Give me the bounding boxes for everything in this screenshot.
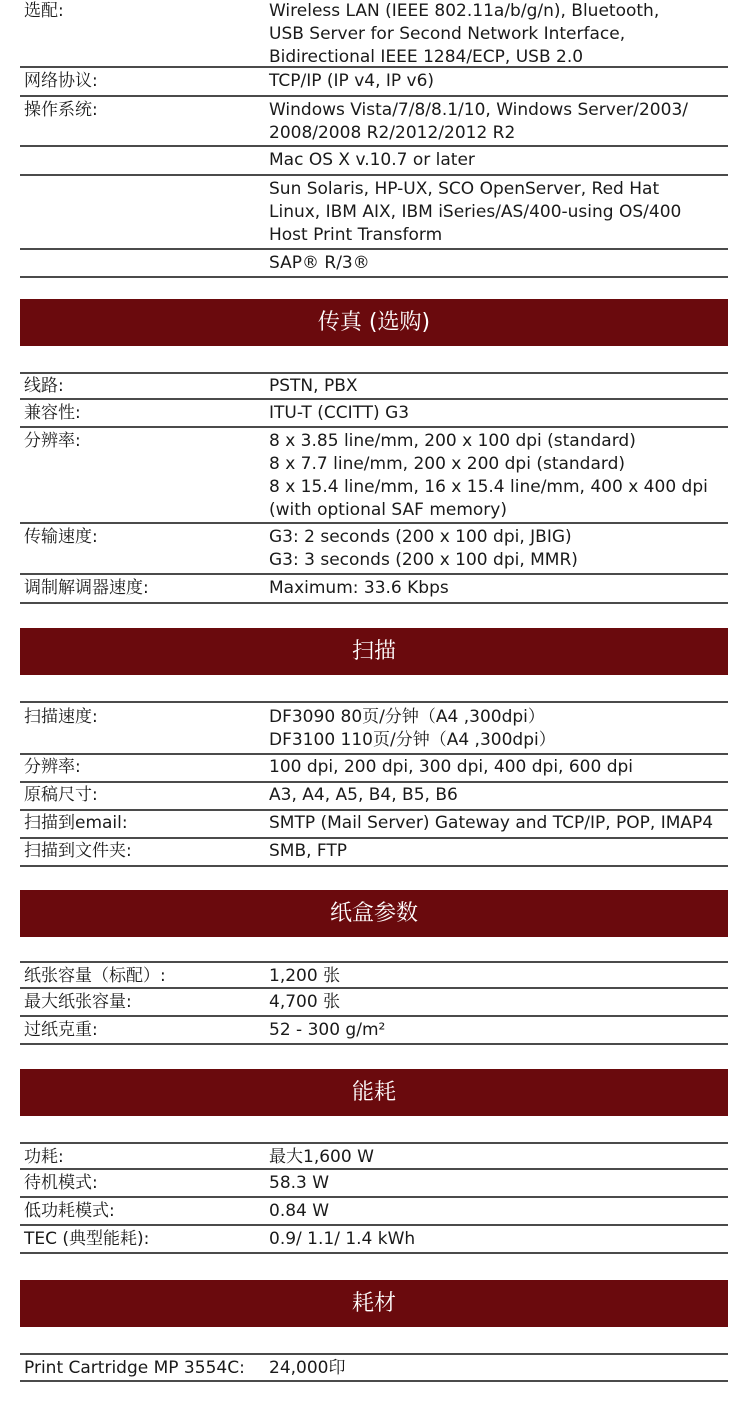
section-header-power: 能耗 xyxy=(20,1069,728,1116)
spec-label: 兼容性: xyxy=(24,403,81,423)
spec-value: 0.84 W xyxy=(269,1201,330,1221)
spec-value: Wireless LAN (IEEE 802.11a/b/g/n), Bluetooth, USB Server for Second Network Interface, Bidirectional IEEE 1284/ECP, USB 2.0 xyxy=(269,1,660,67)
spec-value: 58.3 W xyxy=(269,1173,330,1193)
spec-value: 52 - 300 g/m² xyxy=(269,1020,386,1040)
spec-row-compatibility xyxy=(20,400,728,428)
spec-row-sap xyxy=(20,250,728,278)
spec-row-standard-capacity xyxy=(20,961,728,989)
spec-value: 4,700 张 xyxy=(269,992,341,1012)
spec-label: 操作系统: xyxy=(24,100,98,120)
spec-row-max-capacity xyxy=(20,989,728,1017)
spec-label: 选配: xyxy=(24,1,64,21)
spec-row-scan-resolution xyxy=(20,755,728,783)
spec-row-print-cartridge xyxy=(20,1353,728,1382)
spec-row-scan-to-email xyxy=(20,811,728,839)
spec-label: 传输速度: xyxy=(24,527,98,547)
spec-row-line xyxy=(20,372,728,400)
spec-value: 100 dpi, 200 dpi, 300 dpi, 400 dpi, 600 dpi xyxy=(269,757,634,777)
spec-row-options xyxy=(20,0,728,68)
spec-label: 过纸克重: xyxy=(24,1020,98,1040)
section-header-paper: 纸盒参数 xyxy=(20,890,728,937)
spec-row-paper-weight xyxy=(20,1017,728,1045)
spec-label: 扫描到文件夹: xyxy=(24,841,132,861)
spec-value: PSTN, PBX xyxy=(269,376,358,396)
spec-row-tec xyxy=(20,1226,728,1254)
spec-row-power-consumption xyxy=(20,1142,728,1170)
spec-value: 24,000印 xyxy=(269,1358,346,1378)
section-header-fax: 传真 (选购) xyxy=(20,299,728,346)
spec-label: 线路: xyxy=(24,376,64,396)
spec-label: 分辨率: xyxy=(24,431,81,451)
spec-value: DF3090 80页/分钟（A4 ,300dpi） DF3100 110页/分钟（A4 ,300dpi） xyxy=(269,707,556,750)
spec-value: SMB, FTP xyxy=(269,841,348,861)
spec-label: 分辨率: xyxy=(24,757,81,777)
section-header-scan: 扫描 xyxy=(20,628,728,675)
spec-label: 调制解调器速度: xyxy=(24,578,149,598)
spec-label: Print Cartridge MP 3554C: xyxy=(24,1358,245,1378)
spec-value: SAP® R/3® xyxy=(269,253,370,273)
spec-value: 0.9/ 1.1/ 1.4 kWh xyxy=(269,1229,416,1249)
spec-row-operating-system xyxy=(20,97,728,147)
spec-label: 功耗: xyxy=(24,1147,64,1167)
spec-label: 原稿尺寸: xyxy=(24,785,98,805)
spec-row-modem-speed xyxy=(20,575,728,604)
spec-label: 待机模式: xyxy=(24,1173,98,1193)
spec-value: SMTP (Mail Server) Gateway and TCP/IP, POP, IMAP4 xyxy=(269,813,714,833)
spec-row-transmission-speed xyxy=(20,524,728,575)
spec-label: 扫描到email: xyxy=(24,813,128,833)
spec-value: Sun Solaris, HP-UX, SCO OpenServer, Red Hat Linux, IBM AIX, IBM iSeries/AS/400-using OS/400 Host Print Transform xyxy=(269,179,682,245)
spec-row-unix xyxy=(20,176,728,250)
spec-label: 纸张容量（标配）: xyxy=(24,966,166,986)
spec-row-mac-os xyxy=(20,147,728,176)
spec-value: Windows Vista/7/8/8.1/10, Windows Server/2003/ 2008/2008 R2/2012/2012 R2 xyxy=(269,100,688,143)
spec-row-original-size xyxy=(20,783,728,811)
spec-row-low-power xyxy=(20,1198,728,1226)
spec-label: 网络协议: xyxy=(24,71,98,91)
spec-value: 8 x 3.85 line/mm, 200 x 100 dpi (standard) 8 x 7.7 line/mm, 200 x 200 dpi (standard) 8 x 15.4 line/mm, 16 x 15.4 line/mm, 400 x 400 dpi (with optional SAF memory) xyxy=(269,431,708,520)
spec-row-network-protocol xyxy=(20,68,728,97)
spec-label: 最大纸张容量: xyxy=(24,992,132,1012)
spec-label: 低功耗模式: xyxy=(24,1201,115,1221)
spec-value: 1,200 张 xyxy=(269,966,341,986)
section-header-consumables: 耗材 xyxy=(20,1280,728,1327)
spec-label: 扫描速度: xyxy=(24,707,98,727)
spec-value: Maximum: 33.6 Kbps xyxy=(269,578,449,598)
spec-value: ITU-T (CCITT) G3 xyxy=(269,403,410,423)
spec-row-scan-speed xyxy=(20,701,728,755)
spec-label: TEC (典型能耗): xyxy=(24,1229,150,1249)
spec-row-scan-to-folder xyxy=(20,839,728,867)
spec-value: TCP/IP (IP v4, IP v6) xyxy=(269,71,435,91)
spec-value: G3: 2 seconds (200 x 100 dpi, JBIG) G3: 3 seconds (200 x 100 dpi, MMR) xyxy=(269,527,578,570)
spec-value: Mac OS X v.10.7 or later xyxy=(269,150,475,170)
spec-value: A3, A4, A5, B4, B5, B6 xyxy=(269,785,458,805)
spec-row-fax-resolution xyxy=(20,428,728,524)
spec-value: 最大1,600 W xyxy=(269,1147,374,1167)
spec-row-standby xyxy=(20,1170,728,1198)
